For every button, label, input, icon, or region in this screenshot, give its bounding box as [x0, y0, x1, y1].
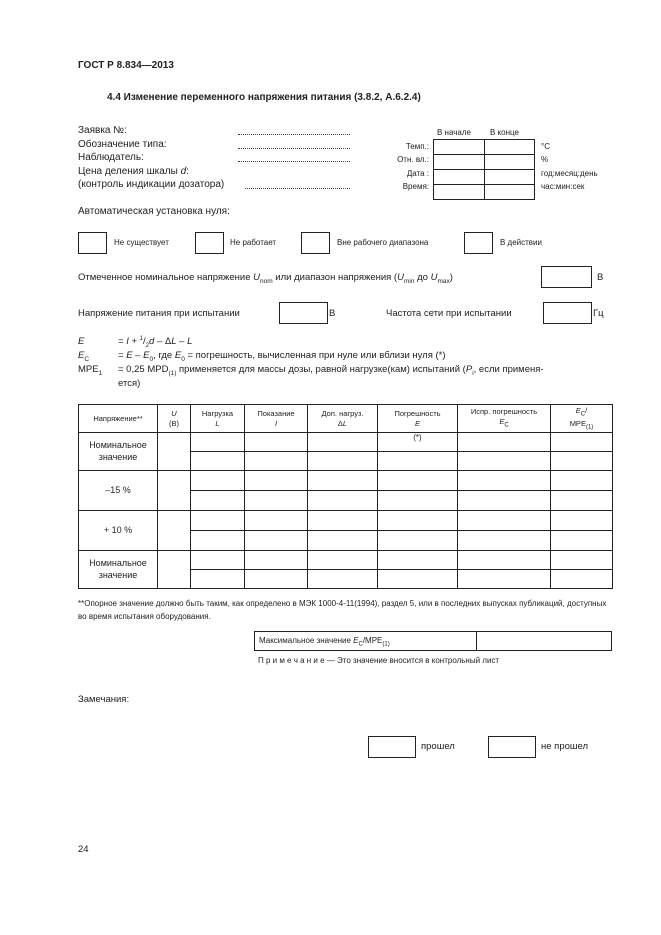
- nominal-voltage-label: Отмеченное номинальное напряжение $U_{nom}$ или диапазон напряжения ($U_{min}$ до $U_{max}$): [78, 272, 453, 285]
- cell-load[interactable]: [191, 433, 245, 452]
- cell-add-load[interactable]: [308, 511, 378, 531]
- field-division[interactable]: [245, 188, 350, 189]
- cell-load[interactable]: [191, 471, 245, 491]
- cell-corrected[interactable]: [458, 551, 551, 570]
- label-out-of-range: Вне рабочего диапазона: [337, 238, 429, 247]
- label-in-action: В действии: [500, 238, 542, 247]
- cell-error[interactable]: [378, 511, 458, 531]
- supply-frequency-label: Частота сети при испытании: [386, 308, 512, 319]
- cell-indication[interactable]: [245, 551, 308, 570]
- table-row: [79, 551, 613, 570]
- checkbox-passed[interactable]: [368, 736, 416, 758]
- cell-add-load[interactable]: [308, 570, 378, 589]
- cell-add-load[interactable]: [308, 531, 378, 551]
- cell-ratio[interactable]: [551, 570, 613, 589]
- label-failed: не прошел: [541, 741, 589, 752]
- cond-temp-end[interactable]: [485, 140, 535, 155]
- cell-indication[interactable]: [245, 452, 308, 471]
- footnote: **Опорное значение должно быть таким, как определено в МЭК 1000-4-11(1994), раздел 5, или в последних выпусках публикаций, доступных во время испытания оборудования.: [78, 599, 607, 621]
- formula-mpe-cont: ется): [118, 378, 141, 389]
- formula-ec-symbol: $E_C$: [78, 350, 90, 363]
- header-indication: Показание I: [245, 405, 308, 433]
- cell-add-load[interactable]: [308, 471, 378, 491]
- checkbox-out-of-range[interactable]: [301, 232, 330, 254]
- cond-date-start[interactable]: [434, 170, 485, 185]
- cell-ratio[interactable]: [551, 471, 613, 491]
- header-corrected-error: Испр. погрешность $E_C$: [458, 405, 551, 433]
- cond-unit-date: год:месяц:день: [541, 169, 598, 178]
- row-label-nominal-2: Номинальное значение: [79, 551, 158, 589]
- cell-corrected[interactable]: [458, 471, 551, 491]
- cell-ratio[interactable]: [551, 551, 613, 570]
- cell-indication[interactable]: [245, 471, 308, 491]
- cell-error-note: (*): [378, 433, 458, 452]
- max-value-label: Максимальное значение $E_C/MPE_{(1)}$: [259, 636, 390, 648]
- cond-label-date: Дата :: [406, 169, 429, 178]
- field-type[interactable]: [238, 148, 350, 149]
- header-load: Нагрузка L: [191, 405, 245, 433]
- cond-unit-time: час:мин:сек: [541, 182, 585, 191]
- formula-mpe-symbol: $MPE_1$: [78, 364, 103, 377]
- cond-time-end[interactable]: [485, 185, 535, 200]
- table-row: [79, 471, 613, 491]
- cell-add-load[interactable]: [308, 452, 378, 471]
- cell-u[interactable]: [158, 551, 191, 589]
- supply-voltage-unit: В: [329, 308, 336, 319]
- field-label-division: Цена деления шкалы d:: [78, 166, 189, 177]
- results-table: [78, 404, 613, 589]
- cell-corrected[interactable]: [458, 570, 551, 589]
- cell-error[interactable]: [378, 570, 458, 589]
- remarks-label: Замечания:: [78, 694, 130, 705]
- header-error: Погрешность E: [378, 405, 458, 433]
- standard-header: ГОСТ Р 8.834—2013: [78, 60, 174, 71]
- cell-load[interactable]: [191, 491, 245, 511]
- cell-add-load[interactable]: [308, 491, 378, 511]
- nominal-voltage-input[interactable]: [541, 266, 592, 288]
- label-not-exist: Не существует: [114, 238, 169, 247]
- cell-indication[interactable]: [245, 491, 308, 511]
- cond-time-start[interactable]: [434, 185, 485, 200]
- formula-ec: = E – $E_0$, где $E_0$ = погрешность, вычисленная при нуле или вблизи нуля (*): [118, 350, 446, 363]
- table-header-row: [79, 405, 613, 433]
- supply-voltage-input[interactable]: [279, 302, 328, 324]
- label-not-working: Не работает: [230, 238, 277, 247]
- col-start-label: В начале: [437, 128, 471, 137]
- cell-ratio[interactable]: [551, 433, 613, 452]
- supply-frequency-input[interactable]: [543, 302, 592, 324]
- cell-u[interactable]: [158, 511, 191, 551]
- supply-voltage-label: Напряжение питания при испытании: [78, 308, 240, 319]
- cell-add-load[interactable]: [308, 551, 378, 570]
- field-observer[interactable]: [238, 161, 350, 162]
- row-label-minus-15: –15 %: [79, 471, 158, 511]
- checkbox-failed[interactable]: [488, 736, 536, 758]
- nominal-voltage-unit: В: [597, 272, 604, 283]
- cell-indication[interactable]: [245, 511, 308, 531]
- row-label-nominal-1: Номинальное значение: [79, 433, 158, 471]
- cell-add-load[interactable]: [308, 433, 378, 452]
- header-add-load: Доп. нагруз. ΔL: [308, 405, 378, 433]
- cell-error[interactable]: [378, 531, 458, 551]
- table-row: [79, 433, 613, 452]
- cond-label-temp: Темп.:: [405, 142, 429, 151]
- cond-date-end[interactable]: [485, 170, 535, 185]
- formula-e-symbol: E: [78, 336, 85, 347]
- header-voltage: Напряжение**: [79, 405, 158, 433]
- label-passed: прошел: [421, 741, 455, 752]
- cond-unit-humidity: %: [541, 155, 549, 164]
- checkbox-not-working[interactable]: [195, 232, 224, 254]
- formula-mpe: = 0,25 $MPD_{(1)}$ применяется для массы дозы, равной нагрузке(кам) испытаний ($P_i$, если применя-: [118, 364, 544, 377]
- cell-error[interactable]: [378, 551, 458, 570]
- cell-corrected[interactable]: [458, 452, 551, 471]
- cell-load[interactable]: [191, 531, 245, 551]
- cell-corrected[interactable]: [458, 531, 551, 551]
- cond-unit-temp: °C: [541, 142, 550, 151]
- cond-label-humidity: Отн. вл.:: [397, 155, 429, 164]
- note: П р и м е ч а н и е — Это значение вносится в контрольный лист: [258, 656, 500, 665]
- cond-humidity-end[interactable]: [485, 155, 535, 170]
- cell-indication[interactable]: [245, 531, 308, 551]
- conditions-grid: [433, 139, 535, 200]
- formula-e: = $I + ^1/_2d - \Delta L - L$: [118, 336, 193, 350]
- checkbox-not-exist[interactable]: [78, 232, 107, 254]
- cell-ratio[interactable]: [551, 491, 613, 511]
- page-number: 24: [78, 844, 89, 855]
- col-end-label: В конце: [490, 128, 519, 137]
- field-label-dosing: (контроль индикации дозатора): [78, 179, 225, 190]
- cell-indication[interactable]: [245, 433, 308, 452]
- cell-error[interactable]: [378, 452, 458, 471]
- field-label-type: Обозначение типа:: [78, 139, 167, 150]
- cond-humidity-start[interactable]: [434, 155, 485, 170]
- cell-error[interactable]: [378, 471, 458, 491]
- cell-corrected[interactable]: [458, 511, 551, 531]
- table-row: [79, 511, 613, 531]
- cell-load[interactable]: [191, 452, 245, 471]
- auto-zero-title: Автоматическая установка нуля:: [78, 206, 230, 217]
- max-value-box: [254, 631, 612, 651]
- cell-ratio[interactable]: [551, 511, 613, 531]
- cond-label-time: Время:: [402, 182, 429, 191]
- cell-error[interactable]: [378, 491, 458, 511]
- cell-u[interactable]: [158, 433, 191, 471]
- cond-temp-start[interactable]: [434, 140, 485, 155]
- max-value-label-cell: [255, 632, 477, 650]
- cell-u[interactable]: [158, 471, 191, 511]
- cell-indication[interactable]: [245, 570, 308, 589]
- supply-frequency-unit: Гц: [593, 308, 604, 319]
- cell-corrected[interactable]: [458, 491, 551, 511]
- max-value-input[interactable]: [477, 632, 611, 650]
- field-label-application: Заявка №:: [78, 125, 127, 136]
- checkbox-in-action[interactable]: [464, 232, 493, 254]
- field-label-observer: Наблюдатель:: [78, 152, 144, 163]
- cell-load[interactable]: [191, 511, 245, 531]
- cell-load[interactable]: [191, 570, 245, 589]
- cell-ratio[interactable]: [551, 452, 613, 471]
- cell-load[interactable]: [191, 551, 245, 570]
- field-application[interactable]: [238, 134, 350, 135]
- section-title: 4.4 Изменение переменного напряжения питания (3.8.2, А.6.2.4): [107, 92, 421, 103]
- cell-corrected[interactable]: [458, 433, 551, 452]
- cell-ratio[interactable]: [551, 531, 613, 551]
- header-u: U (В): [158, 405, 191, 433]
- row-label-plus-10: + 10 %: [79, 511, 158, 551]
- header-ec-mpe: $E_C/$ $MPE_{(1)}$: [551, 405, 613, 433]
